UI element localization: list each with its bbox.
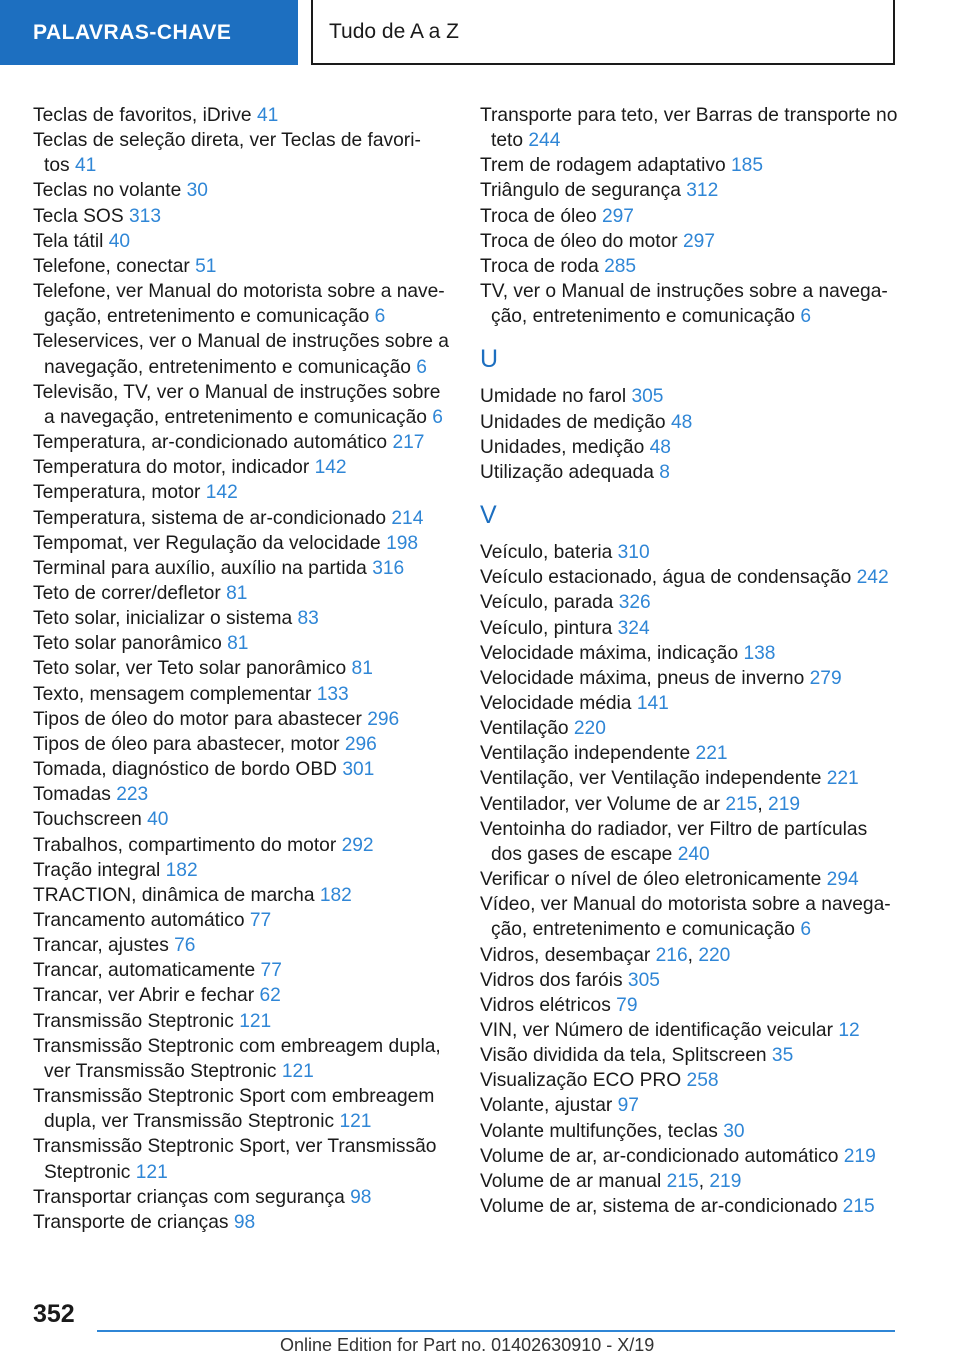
index-entry — [33, 1185, 453, 1210]
index-entry-text: Tomadas — [33, 784, 111, 806]
index-entry-text: Teclas de seleção direta, ver Teclas de favori- — [33, 130, 421, 152]
page-link[interactable]: 215 — [666, 1170, 699, 1192]
index-entry — [480, 460, 925, 485]
index-entry — [480, 892, 925, 942]
index-entry — [33, 983, 453, 1008]
page-link[interactable]: 76 — [174, 935, 196, 957]
index-entry — [33, 807, 453, 832]
index-entry — [33, 1084, 453, 1134]
page-link[interactable]: 6 — [432, 406, 443, 428]
index-entry-text: Ventilador, ver Volume de ar — [480, 793, 720, 815]
page-link[interactable]: 182 — [319, 884, 352, 906]
page-link[interactable]: 35 — [771, 1045, 794, 1067]
page-link[interactable]: 316 — [372, 557, 405, 579]
page-link[interactable]: 77 — [249, 910, 272, 931]
index-entry — [33, 556, 453, 581]
index-entry — [33, 883, 453, 908]
index-entry-text: Velocidade média — [480, 692, 632, 714]
page-link[interactable]: 219 — [768, 793, 801, 815]
index-entry — [33, 254, 453, 279]
index-entry-text: Trem de rodagem adaptativo — [480, 155, 726, 177]
index-entry-text: Visão dividida da tela, Splitscreen — [480, 1045, 767, 1067]
index-entry-text: Veículo estacionado, água de condensação — [480, 567, 852, 589]
index-entry-text: Transmissão Steptronic — [33, 1010, 234, 1032]
page-link[interactable]: 121 — [339, 1111, 372, 1133]
page-link[interactable]: 51 — [195, 255, 217, 277]
index-entry-text: Tecla SOS — [33, 205, 124, 227]
page-link[interactable]: 301 — [342, 759, 375, 781]
index-entry — [480, 1119, 925, 1144]
page-link[interactable]: 219 — [709, 1170, 742, 1192]
index-entry-text: Triângulo de segurança — [480, 180, 681, 202]
section-subtitle-box — [311, 0, 895, 65]
index-entry-text: Teleservices, ver o Manual de instruções sobre a — [33, 331, 449, 353]
index-entry — [33, 833, 453, 858]
page-link[interactable]: 198 — [386, 532, 419, 554]
index-entry-text: dupla, ver Transmissão Steptronic — [44, 1111, 335, 1133]
page-link[interactable]: 305 — [631, 386, 664, 408]
index-entry — [33, 531, 453, 556]
index-entry-text: Verificar o nível de óleo eletronicamente — [480, 869, 822, 891]
index-entry — [33, 279, 453, 329]
page-link[interactable]: 121 — [239, 1010, 272, 1032]
page-link[interactable]: 40 — [147, 809, 169, 831]
index-entry — [480, 1043, 925, 1068]
index-entry-text: Transporte para teto, ver Barras de transporte no — [480, 105, 898, 126]
index-entry — [33, 506, 453, 531]
index-entry — [480, 410, 925, 435]
page-link[interactable]: 324 — [617, 617, 650, 639]
index-entry-text: ver Transmissão Steptronic — [44, 1060, 277, 1082]
index-entry-text: Televisão, TV, ver o Manual de instruções sobre — [33, 381, 441, 403]
index-entry-text: Transportar crianças com segurança — [33, 1186, 345, 1208]
page-link[interactable]: 77 — [260, 960, 282, 982]
page-link[interactable]: 30 — [186, 180, 208, 202]
index-entry — [33, 229, 453, 254]
index-entry — [480, 565, 925, 590]
page-link[interactable]: 81 — [226, 582, 248, 604]
index-entry — [480, 204, 925, 229]
index-entry-text: Veículo, pintura — [480, 617, 613, 639]
page-link[interactable]: 30 — [723, 1120, 745, 1142]
index-column-right — [480, 103, 925, 1219]
index-entry — [33, 178, 453, 203]
index-entry — [480, 590, 925, 615]
page-link[interactable]: 40 — [108, 230, 131, 252]
index-entry-text: Unidades de medição — [480, 411, 666, 433]
index-entry — [33, 1210, 453, 1235]
page-link[interactable]: 244 — [528, 130, 561, 152]
page-link[interactable]: 81 — [227, 633, 249, 655]
page-link[interactable]: 305 — [627, 969, 660, 991]
index-entry — [480, 153, 925, 178]
index-entry — [33, 631, 453, 656]
page-link[interactable]: 98 — [233, 1211, 256, 1233]
index-entry — [33, 1134, 453, 1184]
index-entry-text: Volante multifunções, teclas — [480, 1120, 718, 1142]
footer-divider — [97, 1330, 895, 1332]
index-entry — [480, 435, 925, 460]
page-link[interactable]: 215 — [842, 1196, 875, 1218]
index-entry-text: Velocidade máxima, indicação — [480, 642, 739, 664]
index-entry-text: TV, ver o Manual de instruções sobre a navega- — [480, 281, 888, 303]
index-entry — [33, 480, 453, 505]
index-letter-heading: U — [480, 345, 499, 374]
page-link[interactable]: 142 — [314, 457, 347, 479]
index-entry — [33, 757, 453, 782]
index-entry-text: Trancar, automaticamente — [33, 960, 256, 982]
index-entry-text: Teto de correr/defletor — [33, 582, 221, 604]
page-link[interactable]: 48 — [670, 411, 693, 433]
index-entry — [33, 656, 453, 681]
index-entry — [480, 1018, 925, 1043]
page-link[interactable]: 62 — [259, 985, 281, 1007]
page-link[interactable]: 219 — [843, 1145, 876, 1167]
page-link[interactable]: 312 — [686, 180, 719, 202]
index-entry-text: Troca de roda — [480, 255, 599, 277]
index-entry — [33, 732, 453, 757]
index-entry — [33, 958, 453, 983]
index-entry-text: Trabalhos, compartimento do motor — [33, 834, 337, 856]
edition-note: Online Edition for Part no. 01402630910 - X/19 — [280, 1335, 655, 1355]
index-entry-text: Transmissão Steptronic Sport com embreagem — [33, 1086, 435, 1108]
page-link[interactable]: 297 — [683, 230, 716, 252]
index-entry — [480, 1194, 925, 1219]
page-link[interactable]: 83 — [297, 608, 319, 630]
index-entry — [480, 279, 925, 329]
index-letter-heading: V — [480, 501, 497, 530]
index-entry — [33, 782, 453, 807]
page-link[interactable]: 296 — [367, 708, 400, 730]
index-entry — [33, 1034, 453, 1084]
index-entry-text: Visualização ECO PRO — [480, 1070, 682, 1092]
index-entry — [480, 691, 925, 716]
page-link[interactable]: 142 — [205, 482, 238, 504]
index-entry-text: Ventilação independente — [480, 743, 691, 765]
index-entry — [480, 1093, 925, 1118]
page-link[interactable]: 8 — [659, 461, 670, 483]
index-entry-text: Telefone, ver Manual do motorista sobre a nave- — [33, 281, 445, 303]
index-entry-text: Velocidade máxima, pneus de inverno — [480, 667, 805, 689]
section-title: PALAVRAS-CHAVE — [33, 20, 232, 44]
index-entry-text: Troca de óleo — [480, 205, 597, 227]
index-column-left — [33, 103, 453, 1235]
index-entry — [33, 430, 453, 455]
index-entry-text: Vidros dos faróis — [480, 969, 623, 991]
index-entry — [33, 455, 453, 480]
page-link[interactable]: 285 — [604, 255, 637, 277]
index-entry — [480, 384, 925, 409]
index-entry — [33, 329, 453, 379]
page-link[interactable]: 121 — [281, 1060, 314, 1082]
index-entry-text: Tempomat, ver Regulação da velocidade — [33, 532, 381, 554]
page-link[interactable]: 242 — [856, 567, 889, 589]
page-link[interactable]: 279 — [809, 667, 842, 689]
index-entry — [33, 103, 453, 128]
page-link[interactable]: 217 — [392, 432, 425, 454]
section-subtitle: Tudo de A a Z — [329, 19, 459, 43]
index-entry — [33, 606, 453, 631]
page-link[interactable]: 214 — [391, 507, 424, 529]
index-entry — [480, 254, 925, 279]
index-entry-text: Teto solar, inicializar o sistema — [33, 608, 293, 630]
page-link[interactable]: 221 — [695, 743, 728, 765]
index-entry — [480, 817, 925, 867]
page-link[interactable]: 141 — [636, 692, 669, 714]
index-entry-text: Ventilação, ver Ventilação independente — [480, 768, 822, 790]
page-link[interactable]: 6 — [416, 356, 427, 378]
index-entry: Vidros, desembaçar 216, 220 — [480, 944, 731, 966]
page-link[interactable]: 79 — [616, 994, 638, 1016]
index-entry-text: a navegação, entretenimento e comunicação — [44, 406, 427, 428]
index-entry-text: Umidade no farol — [480, 386, 627, 408]
index-entry-text: Vídeo, ver Manual do motorista sobre a navega- — [480, 894, 891, 916]
index-entry-text: Transporte de crianças — [33, 1211, 229, 1233]
page-link[interactable]: 220 — [573, 718, 606, 740]
page-link[interactable]: 216 — [655, 944, 688, 966]
page-link[interactable]: 292 — [341, 834, 374, 856]
index-entry-text: Telefone, conectar — [33, 255, 190, 277]
page-link[interactable]: 6 — [800, 306, 811, 328]
index-entry-text: Utilização adequada — [480, 461, 654, 483]
index-entry — [33, 380, 453, 430]
page-link[interactable]: 220 — [698, 944, 731, 966]
page-link[interactable]: 296 — [344, 733, 377, 755]
index-entry-text: tos — [44, 155, 70, 177]
page-link[interactable]: 98 — [350, 1186, 372, 1208]
index-entry — [480, 229, 925, 254]
index-entry-text: dos gases de escape — [491, 843, 673, 865]
index-entry-text: Veículo, bateria — [480, 542, 613, 564]
page-link[interactable]: 81 — [351, 658, 373, 680]
index-entry-text: Volume de ar, ar-condicionado automático — [480, 1145, 839, 1167]
index-entry-text: Tipos de óleo do motor para abastecer — [33, 708, 362, 730]
index-entry-text: TRACTION, dinâmica de marcha — [33, 884, 315, 906]
section-tab — [0, 0, 298, 65]
page-link[interactable]: 313 — [129, 205, 162, 227]
index-entry-text: Teclas no volante — [33, 180, 182, 202]
page-link[interactable]: 133 — [316, 683, 349, 705]
index-entry-text: Trancar, ver Abrir e fechar — [33, 985, 255, 1007]
index-entry — [480, 1144, 925, 1169]
index-entry-text: VIN, ver Número de identificação veicular — [480, 1020, 833, 1041]
index-entry — [480, 867, 925, 892]
index-entry: Volume de ar manual 215, 219 — [480, 1170, 742, 1192]
index-entry-text: Temperatura do motor, indicador — [33, 457, 310, 479]
index-entry — [480, 666, 925, 691]
page-link[interactable]: 97 — [617, 1095, 639, 1117]
index-entry-text: Unidades, medição — [480, 436, 645, 458]
index-entry — [33, 581, 453, 606]
page-link[interactable]: 6 — [374, 306, 386, 328]
page-link[interactable]: 182 — [165, 859, 198, 881]
index-entry-text: Veículo, parada — [480, 592, 614, 614]
page-link[interactable]: 48 — [649, 436, 671, 458]
page-link[interactable]: 138 — [743, 642, 776, 664]
index-entry-text: Vidros elétricos — [480, 994, 611, 1016]
index-entry-text: Steptronic — [44, 1161, 131, 1183]
index-entry — [480, 641, 925, 666]
index-entry-text: Trancar, ajustes — [33, 935, 169, 957]
index-entry-text: Teto solar panorâmico — [33, 633, 222, 655]
page-link[interactable]: 12 — [838, 1020, 860, 1041]
index-entry-text: ção, entretenimento e comunicação — [491, 919, 795, 941]
index-entry-text: Tela tátil — [33, 230, 104, 252]
index-entry — [480, 103, 925, 153]
index-entry-text: Troca de óleo do motor — [480, 230, 678, 252]
index-entry-text: Volume de ar, sistema de ar-condicionado — [480, 1196, 838, 1218]
page-link[interactable]: 121 — [135, 1161, 168, 1183]
index-entry-text: Ventoinha do radiador, ver Filtro de partículas — [480, 818, 868, 840]
page-number: 352 — [33, 1300, 75, 1328]
index-entry-text: teto — [491, 130, 524, 152]
index-entry — [33, 1009, 453, 1034]
index-entry-text: Vidros, desembaçar — [480, 944, 651, 966]
index-entry — [33, 858, 453, 883]
index-entry-text: Terminal para auxílio, auxílio na partida — [33, 557, 367, 579]
index-entry-text: Temperatura, motor — [33, 482, 201, 504]
index-entry — [480, 178, 925, 203]
page-link[interactable]: 258 — [686, 1070, 719, 1092]
index-entry-text: Transmissão Steptronic Sport, ver Transmissão — [33, 1136, 437, 1158]
index-entry: Ventilador, ver Volume de ar 215, 219 — [480, 793, 801, 815]
index-entry-text: ção, entretenimento e comunicação — [491, 306, 795, 328]
index-entry — [33, 707, 453, 732]
index-entry-text: Volume de ar manual — [480, 1170, 662, 1192]
index-entry-text: Temperatura, sistema de ar-condicionado — [33, 507, 387, 529]
index-entry — [480, 741, 925, 766]
index-entry-text: Trancamento automático — [33, 910, 245, 931]
index-entry-text: Volante, ajustar — [480, 1095, 613, 1117]
index-entry — [480, 616, 925, 641]
index-entry-text: navegação, entretenimento e comunicação — [44, 356, 411, 378]
page-link[interactable]: 223 — [116, 784, 149, 806]
index-entry — [33, 204, 453, 229]
index-entry-text: Tração integral — [33, 859, 161, 881]
index-entry — [480, 968, 925, 993]
page-link[interactable]: 240 — [677, 843, 710, 865]
index-entry-text: Teclas de favoritos, iDrive — [33, 105, 252, 126]
index-entry-text: Tipos de óleo para abastecer, motor — [33, 733, 340, 755]
index-entry-text: Tomada, diagnóstico de bordo OBD — [33, 759, 337, 781]
index-entry — [33, 682, 453, 707]
index-entry — [480, 766, 925, 791]
page-link[interactable]: 326 — [618, 592, 651, 614]
index-entry — [33, 908, 453, 933]
page-link[interactable]: 294 — [826, 869, 859, 891]
index-entry-text: Ventilação — [480, 718, 569, 740]
page-link[interactable]: 185 — [731, 155, 764, 177]
index-entry — [480, 1068, 925, 1093]
index-entry — [480, 716, 925, 741]
page-link[interactable]: 215 — [725, 793, 758, 815]
page-link[interactable]: 41 — [74, 155, 97, 177]
index-entry-text: Texto, mensagem complementar — [33, 683, 312, 705]
index-entry-text: Teto solar, ver Teto solar panorâmico — [33, 658, 347, 680]
page-link[interactable]: 310 — [617, 542, 650, 564]
index-entry-text: Transmissão Steptronic com embreagem dupla, — [33, 1035, 441, 1057]
index-entry-text: Touchscreen — [33, 809, 142, 831]
page-link[interactable]: 221 — [826, 768, 859, 790]
index-entry — [33, 933, 453, 958]
page-link[interactable]: 6 — [800, 919, 811, 941]
index-entry-text: Temperatura, ar-condicionado automático — [33, 432, 388, 454]
page-link[interactable]: 297 — [601, 205, 634, 227]
index-entry — [480, 540, 925, 565]
index-entry-text: gação, entretenimento e comunicação — [44, 306, 370, 328]
index-entry — [480, 993, 925, 1018]
page-link[interactable]: 41 — [256, 105, 279, 126]
index-entry — [33, 128, 453, 178]
